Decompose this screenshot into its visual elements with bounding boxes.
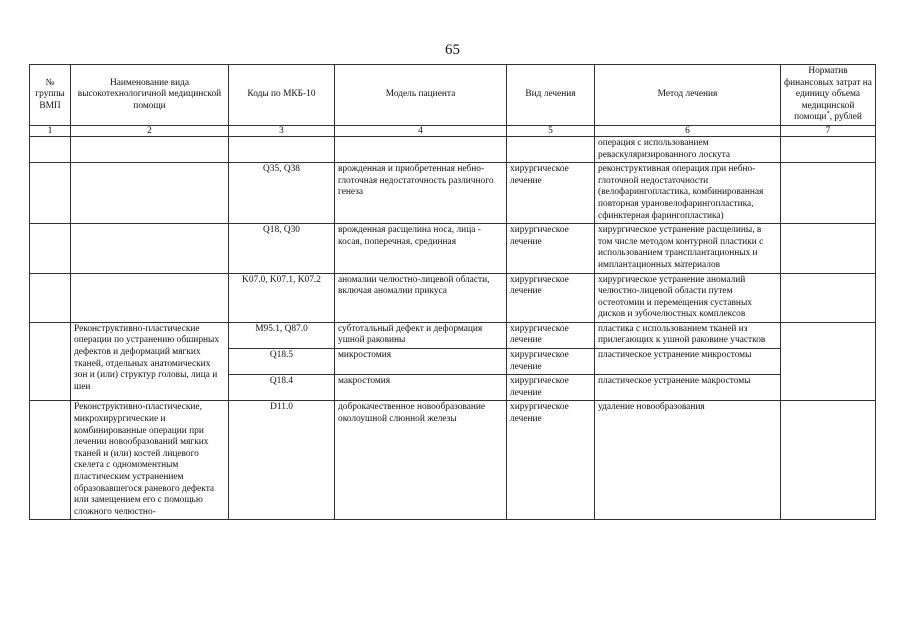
- footnote-mark: *: [826, 110, 830, 118]
- header-name: Наименование вида высокотехнологичной медицинской помощи: [71, 65, 229, 126]
- norm-cell: [781, 136, 876, 162]
- column-number: 4: [335, 125, 507, 136]
- codes-cell: Q18, Q30: [229, 224, 335, 273]
- model-cell: субтотальный дефект и деформация ушной раковины: [335, 322, 507, 348]
- table-row: [30, 136, 876, 162]
- group-cell: [30, 163, 71, 224]
- method-cell: пластика с использованием тканей из прилегающих к ушной раковине участков: [595, 322, 781, 348]
- header-row: [30, 65, 876, 126]
- method-cell: операция с использованием реваскуляризированного лоскута: [595, 136, 781, 162]
- group-cell: [30, 273, 71, 322]
- codes-cell: M95.1, Q87.0: [229, 322, 335, 348]
- codes-cell: Q18.4: [229, 375, 335, 401]
- treatment-cell: хирургическое лечение: [507, 401, 595, 520]
- model-cell: аномалии челюстно-лицевой области, включая аномалии прикуса: [335, 273, 507, 322]
- header-norm: [781, 65, 876, 126]
- column-number: 7: [781, 125, 876, 136]
- norm-cell: [781, 401, 876, 520]
- column-number: 2: [71, 125, 229, 136]
- norm-cell: [781, 224, 876, 273]
- table-row: [30, 401, 876, 520]
- header-norm-text: Норматив финансовых затрат на единицу объема медицинской помощи: [784, 66, 872, 123]
- model-cell: врожденная и приобретенная небно-глоточная недостаточность различного генеза: [335, 163, 507, 224]
- treatment-cell: [507, 136, 595, 162]
- treatment-cell: хирургическое лечение: [507, 273, 595, 322]
- model-cell: [335, 136, 507, 162]
- table-row: [30, 163, 876, 224]
- norm-cell: [781, 322, 876, 401]
- column-number-row: [30, 125, 876, 136]
- method-cell: пластическое устранение микростомы: [595, 349, 781, 375]
- table-row: [30, 322, 876, 348]
- group-cell: [30, 401, 71, 520]
- column-number: 3: [229, 125, 335, 136]
- codes-cell: Q18.5: [229, 349, 335, 375]
- treatment-cell: хирургическое лечение: [507, 322, 595, 348]
- codes-cell: D11.0: [229, 401, 335, 520]
- header-codes: Коды по МКБ-10: [229, 65, 335, 126]
- method-cell: удаление новообразования: [595, 401, 781, 520]
- method-cell: хирургическое устранение расщелины, в том числе методом контурной пластики с использованием трансплантационных и имплантационных материалов: [595, 224, 781, 273]
- treatment-cell: хирургическое лечение: [507, 375, 595, 401]
- treatment-cell: хирургическое лечение: [507, 224, 595, 273]
- column-number: 6: [595, 125, 781, 136]
- group-cell: [30, 322, 71, 401]
- name-cell: Реконструктивно-пластические, микрохирургические и комбинированные операции при лечении новообразований мягких тканей и (или) костей лицевого скелета с одномоментным пластическим устранением образовавшегося раневого дефекта или замещением его с помощью сложного челюстно-: [71, 401, 229, 520]
- group-cell: [30, 224, 71, 273]
- name-cell: [71, 136, 229, 162]
- treatment-cell: хирургическое лечение: [507, 163, 595, 224]
- page-number: 65: [445, 42, 460, 58]
- header-treatment: Вид лечения: [507, 65, 595, 126]
- model-cell: микростомия: [335, 349, 507, 375]
- column-number: 5: [507, 125, 595, 136]
- vmp-table: [29, 64, 876, 520]
- column-number: 1: [30, 125, 71, 136]
- method-cell: пластическое устранение макростомы: [595, 375, 781, 401]
- table-row: [30, 273, 876, 322]
- header-model: Модель пациента: [335, 65, 507, 126]
- method-cell: реконструктивная операция при небно-глоточной недостаточности (велофарингопластика, комбинированная повторная урановелофарингопластика, сфинктерная фарингопластика): [595, 163, 781, 224]
- method-cell: хирургическое устранение аномалий челюстно-лицевой области путем остеотомии и перемещения суставных дисков и зубочелюстных комплексов: [595, 273, 781, 322]
- treatment-cell: хирургическое лечение: [507, 349, 595, 375]
- codes-cell: K07.0, K07.1, K07.2: [229, 273, 335, 322]
- codes-cell: [229, 136, 335, 162]
- group-cell: [30, 136, 71, 162]
- header-norm-unit: , рублей: [829, 112, 862, 123]
- norm-cell: [781, 163, 876, 224]
- model-cell: врожденная расщелина носа, лица - косая, поперечная, срединная: [335, 224, 507, 273]
- header-group: № группы ВМП: [30, 65, 71, 126]
- table-row: [30, 224, 876, 273]
- name-cell: Реконструктивно-пластические операции по устранению обширных дефектов и деформаций мягких тканей, отдельных анатомических зон и (или) структур головы, лица и шеи: [71, 322, 229, 401]
- name-cell: [71, 224, 229, 273]
- name-cell: [71, 273, 229, 322]
- codes-cell: Q35, Q38: [229, 163, 335, 224]
- model-cell: макростомия: [335, 375, 507, 401]
- header-method: Метод лечения: [595, 65, 781, 126]
- model-cell: доброкачественное новообразование околоушной слюнной железы: [335, 401, 507, 520]
- norm-cell: [781, 273, 876, 322]
- name-cell: [71, 163, 229, 224]
